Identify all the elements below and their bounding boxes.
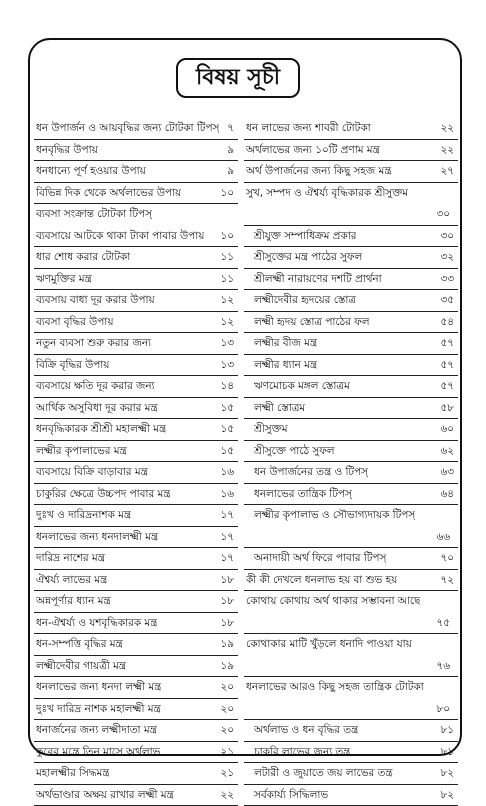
toc-entry-title: ব্যবসা সংক্রান্ত টোটকা টিপস্ — [36, 204, 152, 225]
toc-entry — [244, 204, 458, 226]
toc-entry — [244, 355, 458, 377]
toc-entry-page: ৩০ — [436, 204, 450, 225]
toc-entry-title: ধনলাভের আরও কিছু সহজ তান্ত্রিক টোটকা — [246, 677, 424, 698]
toc-entry-page: ৮২ — [441, 763, 455, 784]
toc-entry-title: আর্থিক অসুবিধা দূর করার মন্ত্র — [36, 398, 158, 419]
toc-entry — [34, 140, 238, 162]
toc-entry-page: ১৮ — [221, 613, 235, 634]
toc-entry-page: ১৯ — [221, 656, 235, 677]
toc-entry-title: ঋণমোচক মঙ্গল স্তোত্রম — [254, 376, 350, 397]
toc-entry-page: ২২ — [440, 140, 454, 161]
toc-entry — [34, 118, 238, 140]
toc-entry-page: ৬৪ — [441, 484, 455, 505]
toc-entry-title: ধন-সম্পত্তি বৃদ্ধির মন্ত্র — [36, 634, 123, 655]
toc-entry-page: ২১ — [221, 742, 235, 763]
toc-entry — [244, 333, 458, 355]
toc-entry-page: ২১ — [221, 763, 235, 784]
toc-entry — [244, 742, 458, 764]
toc-entry-title: অর্থলাভের জন্য ১০টি প্রণাম মন্ত্র — [246, 140, 380, 161]
toc-entry — [244, 570, 458, 592]
toc-entry-page: ১১ — [221, 247, 235, 268]
toc-entry-title: শ্রীসুক্তে পাঠে সুফল — [254, 441, 335, 462]
toc-entry-page: ১৯ — [221, 634, 235, 655]
toc-entry — [34, 398, 238, 420]
toc-entry — [34, 419, 238, 441]
toc-entry-page: ১৮ — [221, 591, 235, 612]
toc-entry-page: ৩২ — [440, 247, 454, 268]
toc-entry — [34, 484, 238, 506]
toc-entry — [244, 785, 458, 806]
toc-entry — [34, 226, 238, 248]
toc-entry-page: ৮০ — [437, 699, 451, 720]
toc-entry-title: লক্ষ্মীদেবীর হৃদয়ের স্তোত্র — [254, 290, 356, 311]
toc-entry — [34, 656, 238, 678]
toc-entry-page: ১৬ — [221, 462, 235, 483]
toc-entry-title: ধন লাভের জন্য শাবরী টোটকা — [246, 118, 371, 139]
toc-entry-title: দুঃখ ও দারিদ্রনাশক মন্ত্র — [36, 505, 131, 526]
toc-entry-title: ধনলাভের জন্য ধনদালক্ষ্মী মন্ত্র — [36, 527, 158, 548]
toc-entry — [34, 591, 238, 613]
toc-entry-page: ১১ — [221, 269, 235, 290]
toc-entry-page: ১৭ — [221, 505, 235, 526]
toc-entry-page: ১৭ — [221, 548, 235, 569]
toc-entry-title: সুখ, সম্পদ ও ঐশ্বর্য্য বৃদ্ধিকারক শ্রীসুক্তম — [246, 183, 408, 204]
toc-entry-title: বিক্রি বৃদ্ধির উপায় — [36, 355, 109, 376]
toc-entry-page: ১৭ — [221, 527, 235, 548]
toc-entry-title: ধনধান্যে পূর্ণ হওয়ার উপায় — [36, 161, 146, 182]
toc-entry-page: ৭ — [227, 118, 234, 139]
toc-entry-title: লক্ষ্মী হৃদয় স্তোত্র পাঠের ফল — [254, 312, 369, 333]
toc-entry — [34, 570, 238, 592]
toc-entry-title: লটারী ও জুয়াতে জয় লাভের তন্ত্র — [254, 763, 393, 784]
toc-entry — [34, 462, 238, 484]
toc-entry-title: শ্রীসুক্তম — [254, 419, 288, 440]
toc-entry-title: কুবের মন্ত্রে তিন মাসে অর্থলাভ — [36, 742, 160, 763]
toc-entry-page: ৯ — [227, 161, 234, 182]
toc-entry-page: ৫৭ — [441, 355, 455, 376]
toc-entry-page: ১২ — [221, 290, 235, 311]
toc-entry-page: ৭৫ — [437, 613, 451, 634]
toc-entry — [244, 398, 458, 420]
toc-entry-title: কী কী দেখলে ধনলাভ হয় বা শুভ হয় — [246, 570, 397, 591]
toc-entry-page: ১৫ — [221, 398, 235, 419]
toc-entry-title: লক্ষ্মীর কৃপালাভ ও সৌভাগ্যদায়ক টিপস্ — [254, 505, 415, 526]
toc-entry-title: ধনলাভের জন্য ধনদা লক্ষ্মী মন্ত্র — [36, 677, 161, 698]
toc-entry-title: ধনলাভের তান্ত্রিক টিপস্ — [254, 484, 352, 505]
toc-entry-title: অর্থভাণ্ডার অক্ষয় রাখার লক্ষ্মী মন্ত্র — [36, 785, 174, 806]
toc-entry — [244, 677, 458, 699]
toc-entry-page: ২২ — [220, 785, 234, 806]
toc-entry — [34, 527, 238, 549]
toc-entry — [244, 118, 458, 140]
toc-entry-title: শ্রীসুক্তের মন্ত্র পাঠের সুফল — [254, 247, 362, 268]
toc-entry — [244, 183, 458, 205]
toc-entry-page: ৭২ — [440, 570, 454, 591]
toc-entry-page: ১০ — [221, 226, 235, 247]
toc-entry-title: ব্যবসায়ে বিক্রি বাড়াবার মন্ত্র — [36, 462, 148, 483]
toc-entry — [34, 634, 238, 656]
toc-entry-title: ব্যবসায়ে ক্ষতি দূর করার জন্য — [36, 376, 155, 397]
toc-entry-page: ১০ — [221, 183, 235, 204]
toc-entry — [34, 247, 238, 269]
toc-entry — [34, 548, 238, 570]
toc-entry-page: ৭০ — [440, 548, 454, 569]
toc-entry — [244, 247, 458, 269]
toc-entry-title: কোথাকার মাটি খুঁড়লে ধনাদি পাওয়া যায় — [246, 634, 412, 655]
toc-entry-title: অনাদায়ী অর্থ ফিরে পাবার টিপস্ — [254, 548, 386, 569]
toc-entry-title: মহালক্ষ্মীর সিদ্ধমন্ত্র — [36, 763, 109, 784]
toc-column-right — [244, 118, 458, 806]
toc-entry — [34, 441, 238, 463]
toc-entry-page: ৬২ — [440, 441, 454, 462]
toc-entry-page: ৩৩ — [440, 269, 454, 290]
toc-entry-title: বিভিন্ন দিক থেকে অর্থলাভের উপায় — [36, 183, 181, 204]
toc-entry — [244, 699, 458, 721]
toc-entry — [244, 441, 458, 463]
toc-column-left — [34, 118, 238, 806]
toc-entry — [244, 548, 458, 570]
toc-entry-page: ২৭ — [440, 161, 454, 182]
toc-entry — [244, 312, 458, 334]
toc-entry — [244, 634, 458, 656]
toc-entry-title: ধন উপার্জন ও আয়বৃদ্ধির জন্য টোটকা টিপস্ — [36, 118, 219, 139]
toc-entry — [244, 161, 458, 183]
toc-entry — [244, 763, 458, 785]
toc-entry-title: চাকুরির ক্ষেত্রে উচ্চপদ পাবার মন্ত্র — [36, 484, 170, 505]
toc-entry-title: ধন উপার্জনের তন্ত্র ও টিপস্ — [254, 462, 368, 483]
toc-entry-page: ১২ — [221, 312, 235, 333]
toc-entry-title: চাকরি লাভের জন্য তন্ত্র — [254, 742, 350, 763]
toc-entry — [244, 527, 458, 549]
toc-entry-title: লক্ষ্মী স্তোত্রম — [254, 398, 305, 419]
toc-entry — [34, 720, 238, 742]
toc-entry-title: ধন-ঐশ্বর্য্য ও যশবৃদ্ধিকারক মন্ত্র — [36, 613, 157, 634]
toc-entry-title: ধনবৃদ্ধিকারক শ্রীশ্রী মহালক্ষ্মী মন্ত্র — [36, 419, 166, 440]
toc-entry-page: ২২ — [440, 118, 454, 139]
toc-entry-page: ৩৫ — [441, 290, 455, 311]
toc-entry-page: ২০ — [220, 720, 234, 741]
toc-entry-title: ব্যবসায়ে আটকে থাকা টাকা পাবার উপায় — [36, 226, 204, 247]
toc-entry — [34, 204, 238, 226]
toc-entry-page: ১৫ — [221, 419, 235, 440]
toc-entry — [244, 613, 458, 635]
toc-entry — [34, 376, 238, 398]
toc-entry-title: অন্নপূর্ণার ধ্যান মন্ত্র — [36, 591, 111, 612]
toc-entry — [244, 656, 458, 678]
toc-entry-page: ৫৪ — [441, 312, 455, 333]
toc-entry-title: লক্ষ্মীর ধ্যান মন্ত্র — [254, 355, 317, 376]
toc-entry-page: ১৮ — [221, 570, 235, 591]
toc-entry-title: ঐশ্বর্য্য লাভের মন্ত্র — [36, 570, 107, 591]
toc-entry — [34, 355, 238, 377]
toc-entry — [244, 591, 458, 613]
toc-entry — [34, 763, 238, 785]
toc-entry — [34, 699, 238, 721]
toc-entry-page: ২০ — [220, 699, 234, 720]
toc-entry — [244, 226, 458, 248]
toc-entry-page: ৬৩ — [440, 462, 454, 483]
toc-entry-title: লক্ষ্মীদেবীর গায়ত্রী মন্ত্র — [36, 656, 126, 677]
toc-entry — [34, 613, 238, 635]
toc-entry-page: ১৬ — [221, 484, 235, 505]
toc-entry — [34, 333, 238, 355]
toc-entry — [244, 140, 458, 162]
toc-entry — [244, 376, 458, 398]
toc-entry-page: ১৫ — [221, 441, 235, 462]
toc-entry-title: লক্ষ্মীর বীজ মন্ত্র — [254, 333, 317, 354]
toc-entry-title: ঋণমুক্তির মন্ত্র — [36, 269, 92, 290]
toc-entry-page: ৫৭ — [441, 376, 455, 397]
toc-entry-page: ২০ — [220, 677, 234, 698]
toc-entry-title: নতুন ব্যবসা শুরু করার জন্য — [36, 333, 151, 354]
toc-entry — [244, 269, 458, 291]
toc-entry — [244, 484, 458, 506]
toc-entry-title: ধনার্জনের জন্য লক্ষ্মীদাতা মন্ত্র — [36, 720, 157, 741]
page-title: বিষয় সূচী — [176, 58, 300, 98]
toc-entry — [244, 720, 458, 742]
toc-entry-title: ব্যবসা বৃদ্ধির উপায় — [36, 312, 113, 333]
toc-entry-page: ১৪ — [221, 376, 235, 397]
toc-entry-title: দুঃখ দারিদ্র নাশক মহালক্ষ্মী মন্ত্র — [36, 699, 161, 720]
toc-entry — [244, 505, 458, 527]
toc-entry-title: অর্থ উপার্জনের জন্য কিছু সহজ মন্ত্র — [246, 161, 391, 182]
toc-entry — [34, 505, 238, 527]
toc-entry — [34, 269, 238, 291]
toc-entry-page: ৫৮ — [441, 398, 455, 419]
toc-entry-page: ৭৬ — [436, 656, 450, 677]
toc-entry-title: দারিদ্র নাশের মন্ত্র — [36, 548, 105, 569]
toc-entry-page: ৬৬ — [436, 527, 450, 548]
toc-entry — [34, 161, 238, 183]
toc-entry-title: ধার শোধ করার টোটকা — [36, 247, 130, 268]
toc-entry-title: ব্যবসায় বাধা দূর করার উপায় — [36, 290, 155, 311]
toc-entry-page: ৯ — [227, 140, 234, 161]
toc-entry-page: ৩০ — [440, 226, 454, 247]
toc-entry — [34, 785, 238, 806]
toc-entry — [244, 290, 458, 312]
toc-entry-page: ১৩ — [221, 333, 235, 354]
toc-entry — [34, 290, 238, 312]
toc-entry-title: শ্রীযুক্ত সম্পাধিক্রম প্রকার — [254, 226, 356, 247]
toc-entry-title: শ্রীলক্ষ্মী নারায়ণের দশটি প্রার্থনা — [254, 269, 382, 290]
toc-entry — [34, 312, 238, 334]
toc-entry-title: অর্থলাভ ও ধন বৃদ্ধির তন্ত্র — [254, 720, 358, 741]
toc-entry-page: ৮১ — [441, 720, 455, 741]
toc-entry-page: ৮১ — [441, 742, 455, 763]
toc-entry-title: সর্বকার্য্য সিদ্ধিলাভ — [254, 785, 328, 806]
toc-entry-page: ৬০ — [440, 419, 454, 440]
toc-entry-page: ১৩ — [221, 355, 235, 376]
toc-entry — [34, 742, 238, 764]
toc-entry-page: ৮২ — [441, 785, 455, 806]
toc-entry-title: ধনবৃদ্ধির উপায় — [36, 140, 98, 161]
toc-entry — [244, 419, 458, 441]
toc-entry-title: লক্ষ্মীর কৃপালাভের মন্ত্র — [36, 441, 127, 462]
toc-entry-title: কোথায় কোথায় অর্থ থাকার সম্ভাবনা আছে — [246, 591, 420, 612]
toc-entry — [244, 462, 458, 484]
toc-entry-page: ৫৭ — [441, 333, 455, 354]
toc-entry — [34, 183, 238, 205]
toc-entry — [34, 677, 238, 699]
